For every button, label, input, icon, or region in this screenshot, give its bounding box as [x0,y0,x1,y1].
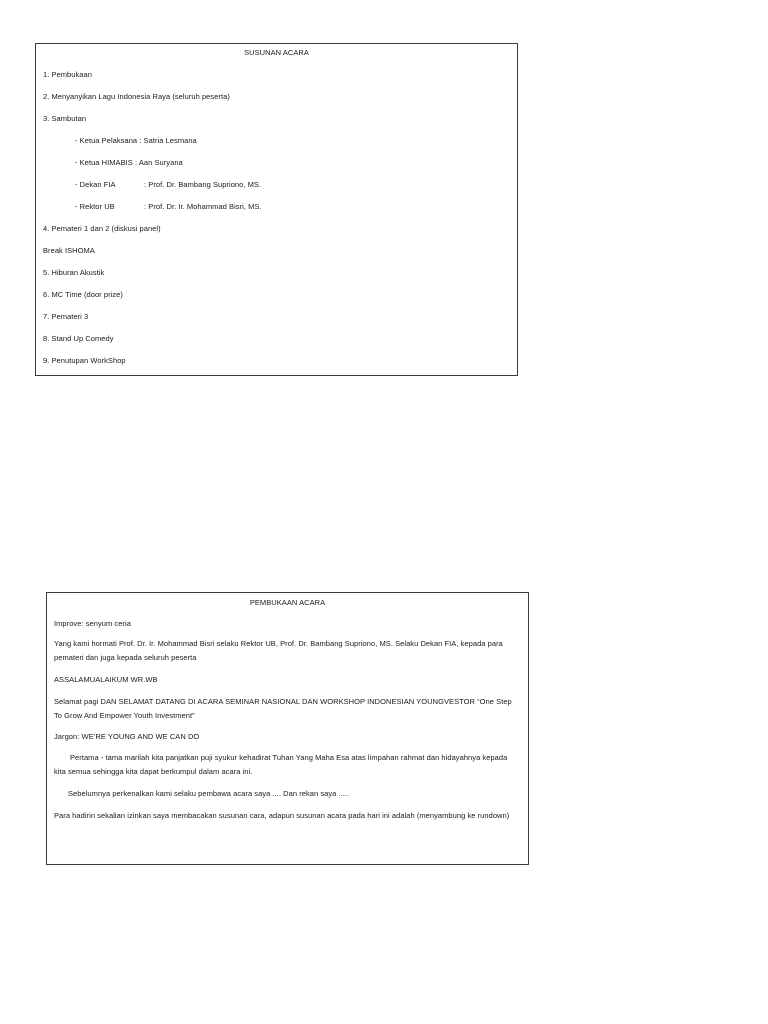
sambutan-role: - Ketua Pelaksana [75,136,138,145]
sambutan-name: : Aan Suryana [135,158,183,167]
rundown-paragraph: Para hadirin sekalian izinkan saya membacakan susunan cara, adapun susunan acara pada hari ini adalah (menyambung ke rundown) [54,811,510,820]
sambutan-role: - Ketua HIMABIS [75,158,133,167]
sambutan-role: - Rektor UB [75,202,115,211]
sambutan-item [75,180,261,189]
agenda-item: 9. Penutupan WorkShop [43,356,126,365]
agenda-item: 5. Hiburan Akustik [43,268,105,277]
greeting-paragraph: Yang kami hormati Prof. Dr. Ir. Mohammad Bisri selaku Rektor UB, Prof. Dr. Bambang Supriono, MS. Selaku Dekan FIA, kepada para pemateri dan juga kepada seluruh peserta [54,639,503,662]
sambutan-item [75,136,197,145]
agenda-item: 8. Stand Up Comedy [43,334,114,343]
sambutan-item [75,158,183,167]
agenda-item: 4. Pemateri 1 dan 2 (diskusi panel) [43,224,161,233]
sambutan-name: : Prof. Dr. Ir. Mohammad Bisri, MS. [144,202,262,211]
pembukaan-acara-title: PEMBUKAAN ACARA [249,598,326,607]
sambutan-name: : Satria Lesmana [139,136,197,145]
agenda-item: 3. Sambutan [43,114,87,123]
introduction-paragraph: Sebelumnya perkenalkan kami selaku pembawa acara saya .... Dan rekan saya ..... [68,789,350,798]
sambutan-name: : Prof. Dr. Bambang Supriono, MS. [144,180,262,189]
agenda-item: 1. Pembukaan [43,70,92,79]
welcome-paragraph: Selamat pagi DAN SELAMAT DATANG DI ACARA SEMINAR NASIONAL DAN WORKSHOP INDONESIAN YOUNGVESTOR “One Step To Grow And Empower Youth Investment” [54,697,512,720]
susunan-acara-title: SUSUNAN ACARA [244,48,309,57]
pembukaan-acara-box [46,592,529,865]
agenda-item: 6. MC Time (door prize) [43,290,123,299]
opening-prayer-paragraph: Pertama - tama marilah kita panjatkan puji syukur kehadirat Tuhan Yang Maha Esa atas limpahan rahmat dan hidayahnya kepada kita semua sehingga kita dapat berkumpul dalam acara ini. [54,753,508,776]
salam-line: ASSALAMUALAIKUM WR.WB [54,675,158,684]
susunan-acara-box [35,43,518,376]
agenda-item: Break ISHOMA [43,246,95,255]
agenda-item: 7. Pemateri 3 [43,312,89,321]
improve-note: Improve: senyum ceria [54,619,131,628]
sambutan-role: - Dekan FIA [75,180,116,189]
agenda-item: 2. Menyanyikan Lagu Indonesia Raya (seluruh peserta) [43,92,230,101]
jargon-line: Jargon: WE’RE YOUNG AND WE CAN DO [54,732,200,741]
sambutan-item [75,202,262,211]
